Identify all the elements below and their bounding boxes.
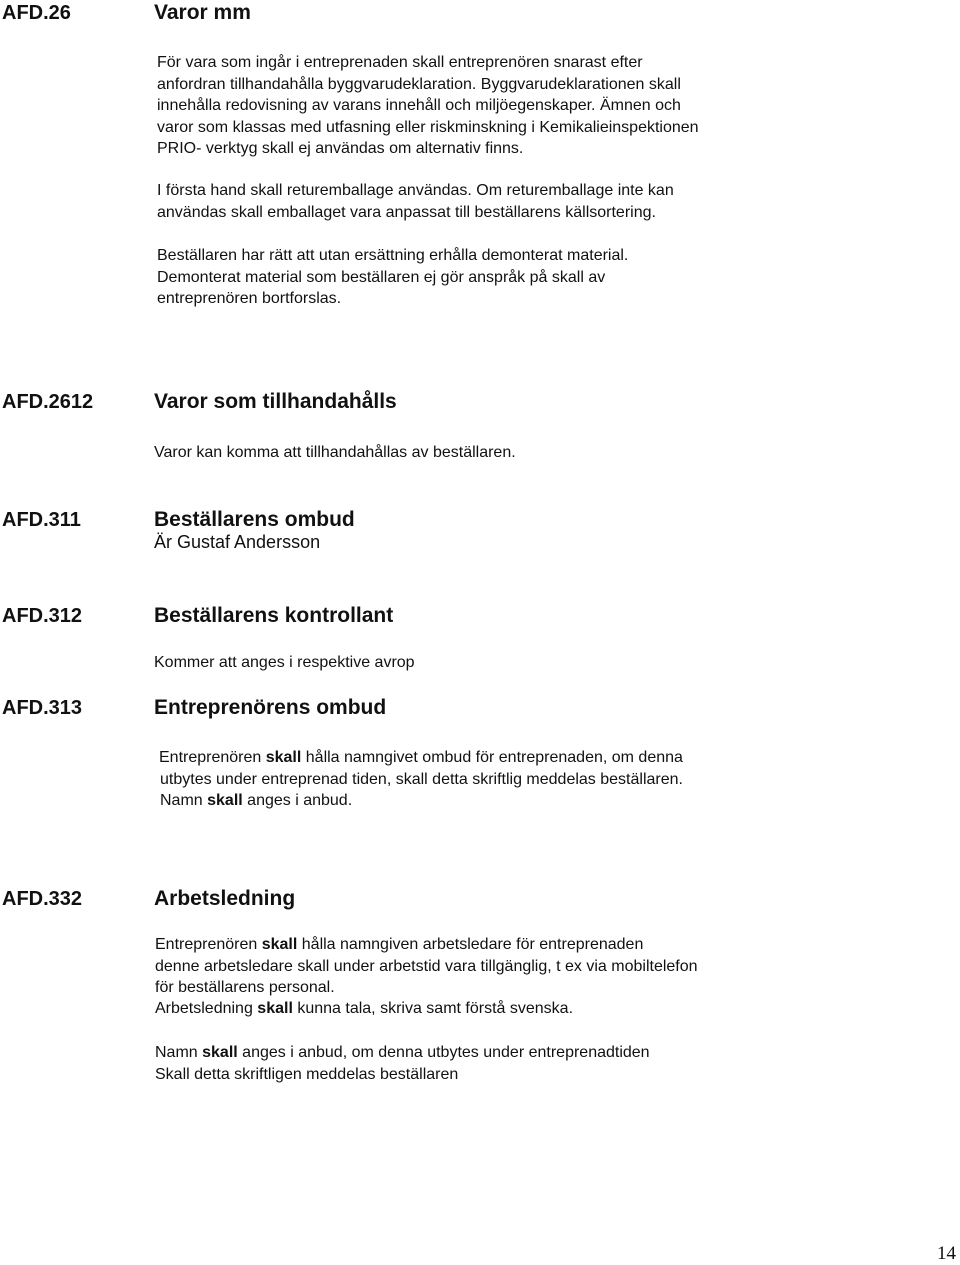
body-line: För vara som ingår i entreprenaden skall entreprenören snarast efter bbox=[157, 54, 643, 71]
body-line: denne arbetsledare skall under arbetstid vara tillgänglig, t ex via mobiltelefon bbox=[155, 958, 698, 975]
section-code: AFD.26 bbox=[2, 2, 71, 24]
section-title: Arbetsledning bbox=[154, 887, 296, 910]
section-title: Varor mm bbox=[154, 1, 251, 24]
body-line: Namn skall anges i anbud, om denna utbytes under entreprenadtiden bbox=[155, 1044, 650, 1061]
page-number: 14 bbox=[937, 1243, 956, 1264]
body-line: Arbetsledning skall kunna tala, skriva samt förstå svenska. bbox=[155, 1000, 574, 1017]
body-line: Skall detta skriftligen meddelas beställaren bbox=[155, 1066, 459, 1083]
section-code: AFD.312 bbox=[2, 605, 83, 627]
body-line: PRIO- verktyg skall ej användas om alternativ finns. bbox=[157, 140, 524, 157]
section-title: Entreprenörens ombud bbox=[154, 696, 387, 719]
body-line: Varor kan komma att tillhandahållas av beställaren. bbox=[154, 444, 516, 461]
section-code: AFD.313 bbox=[2, 697, 83, 719]
section-title: Beställarens ombud bbox=[154, 508, 355, 531]
section-code: AFD.332 bbox=[2, 888, 83, 910]
body-line: innehålla redovisning av varans innehåll och miljöegenskaper. Ämnen och bbox=[157, 97, 681, 114]
body-line: varor som klassas med utfasning eller riskminskning i Kemikalieinspektionen bbox=[157, 119, 699, 136]
section-code: AFD.311 bbox=[2, 509, 81, 531]
body-line: Entreprenören skall hålla namngivet ombud för entreprenaden, om denna bbox=[159, 749, 683, 766]
body-line: Kommer att anges i respektive avrop bbox=[154, 654, 415, 671]
body-line: användas skall emballaget vara anpassat till beställarens källsortering. bbox=[157, 204, 656, 221]
body-line: Namn skall anges i anbud. bbox=[160, 792, 353, 809]
body-line: Är Gustaf Andersson bbox=[154, 532, 321, 552]
body-line: utbytes under entreprenad tiden, skall detta skriftlig meddelas beställaren. bbox=[160, 771, 683, 788]
body-line: Entreprenören skall hålla namngiven arbetsledare för entreprenaden bbox=[155, 936, 644, 953]
section-title: Beställarens kontrollant bbox=[154, 604, 394, 627]
body-line: Beställaren har rätt att utan ersättning erhålla demonterat material. bbox=[157, 247, 629, 264]
body-line: anfordran tillhandahålla byggvarudeklaration. Byggvarudeklarationen skall bbox=[157, 76, 681, 93]
section-title: Varor som tillhandahålls bbox=[154, 390, 397, 413]
section-code: AFD.2612 bbox=[2, 391, 94, 413]
body-line: Demonterat material som beställaren ej gör anspråk på skall av bbox=[157, 269, 606, 286]
body-line: entreprenören bortforslas. bbox=[157, 290, 342, 307]
body-line: I första hand skall returemballage användas. Om returemballage inte kan bbox=[157, 182, 674, 199]
body-line: för beställarens personal. bbox=[155, 979, 335, 996]
